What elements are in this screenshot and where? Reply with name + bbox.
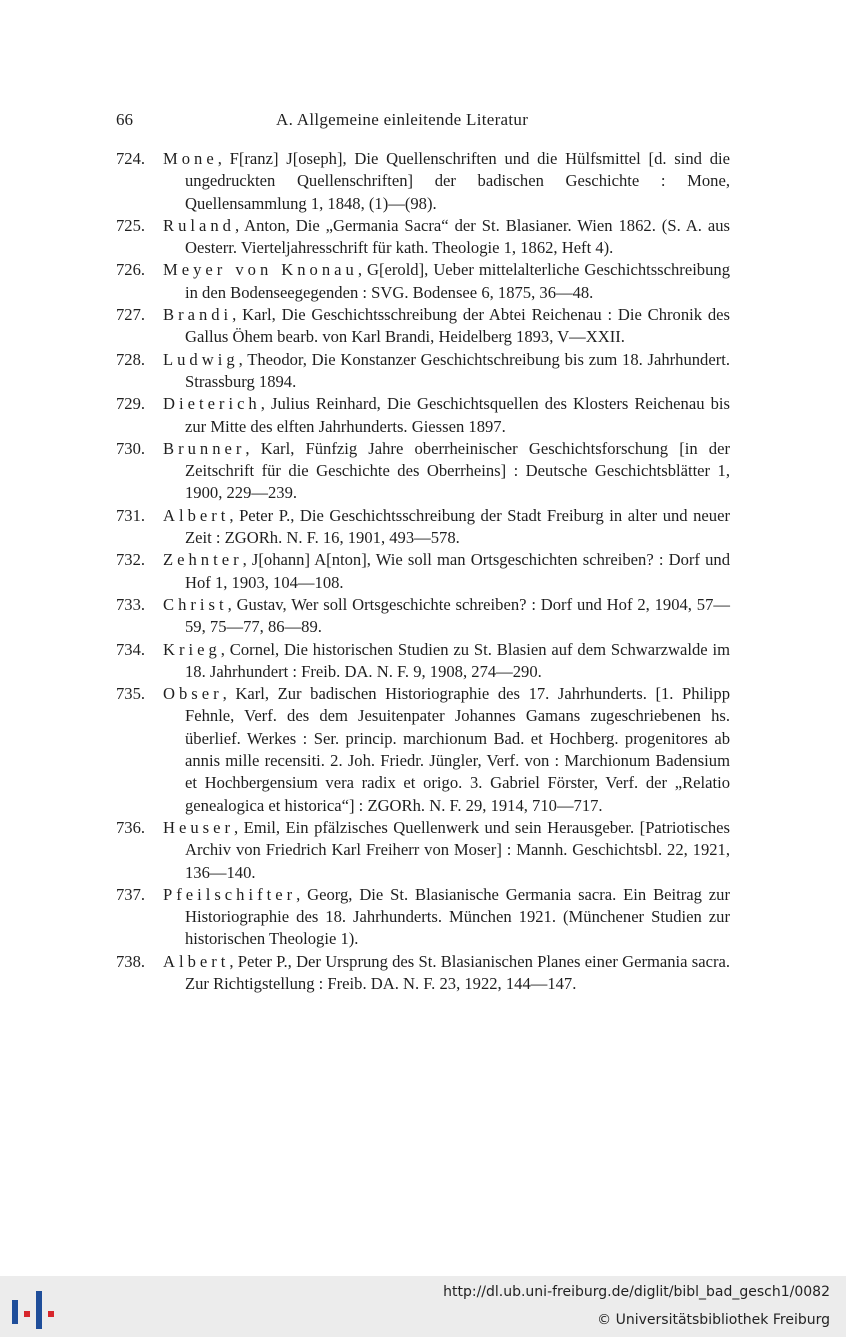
entry-text: , Gustav, Wer soll Ortsgeschichte schreiben? : Dorf und Hof 2, 1904, 57—59, 75—77, 86—89. [185, 594, 730, 637]
entry-number: 733. [116, 594, 146, 614]
logo-bar-red-right [48, 1311, 54, 1317]
entry-text: , J[ohann] A[nton], Wie soll man Ortsgeschichten schreiben? : Dorf und Hof 1, 1903, 104—108. [185, 550, 730, 592]
bibliography-entry [116, 594, 730, 639]
entry-author: Zehnter [163, 550, 243, 570]
entry-number: 726. [116, 260, 146, 280]
entry-number: 730. [116, 438, 146, 458]
entry-text: , G[erold], Ueber mittelalterliche Geschichtsschreibung in den Bodenseegegenden : SVG. Bodensee 6, 1875, 36—48. [185, 260, 730, 302]
bibliography-entry [116, 951, 730, 996]
entry-author: Heuser [163, 817, 234, 837]
entry-number: 728. [116, 349, 146, 369]
bibliography-entry [116, 259, 730, 304]
entry-number: 736. [116, 817, 146, 837]
entry-number: 725. [116, 215, 146, 235]
entry-number: 734. [116, 639, 146, 659]
bibliography-entry [116, 349, 730, 394]
entry-author: Albert [163, 505, 230, 525]
logo-bar-blue-center [36, 1291, 42, 1329]
entry-text: , Julius Reinhard, Die Geschichtsquellen des Klosters Reichenau bis zur Mitte des elften Jahrhunderts. Giessen 1897. [185, 394, 730, 436]
bibliography-entry [116, 549, 730, 594]
entry-number: 727. [116, 305, 146, 325]
source-url-link[interactable]: http://dl.ub.uni-freiburg.de/diglit/bibl_bad_gesch1/0082 [443, 1284, 830, 1300]
running-head: A. Allgemeine einleitende Literatur [276, 110, 529, 129]
bibliography-list [116, 148, 730, 995]
bibliography-entry [116, 438, 730, 505]
page-header [116, 110, 730, 134]
entry-text: , Karl, Die Geschichtsschreibung der Abtei Reichenau : Die Chronik des Gallus Öhem bearb. von Karl Brandi, Heidelberg 1893, V—XXII. [185, 305, 730, 347]
bibliography-entry [116, 215, 730, 260]
entry-number: 732. [116, 550, 146, 570]
entry-author: Dieterich [163, 394, 261, 414]
entry-number: 737. [116, 884, 146, 904]
entry-text: , Karl, Zur badischen Historiographie des 17. Jahrhunderts. [1. Philipp Fehnle, Verf. des dem Jesuitenpater Johannes Gamans zugeschriebenen hs. überlief. Werkes : Ser. princip. marchionum Bad. et Hochberg. progenitores ab annis mille recensiti. 2. Joh. Friedr. Jüngler, Verf. von : Marchionum Badensium et Hochbergensium vera radix et origo. 3. Gabriel Förster, Verf. der „Relatio genealogica et historica“] : ZGORh. N. F. 29, 1914, 710—717. [185, 684, 730, 815]
entry-author: Mone [163, 149, 218, 168]
entry-author: Christ [163, 594, 228, 614]
logo-bar-blue-left [12, 1300, 18, 1324]
entry-author: Brandi [163, 305, 233, 325]
bibliography-entry [116, 817, 730, 884]
copyright-notice: © Universitätsbibliothek Freiburg [597, 1312, 830, 1328]
entry-author: Krieg [163, 639, 221, 659]
bibliography-entry [116, 884, 730, 951]
entry-number: 738. [116, 951, 146, 971]
entry-author: Obser [163, 684, 223, 704]
entry-author: Ruland [163, 215, 235, 235]
entry-number: 724. [116, 149, 146, 168]
bibliography-entry [116, 505, 730, 550]
entry-number: 735. [116, 684, 146, 704]
entry-text: , Theodor, Die Konstanzer Geschichtschreibung bis zum 18. Jahrhundert. Strassburg 1894. [185, 349, 730, 391]
entry-author: Pfeilschifter [163, 884, 297, 904]
entry-text: , F[ranz] J[oseph], Die Quellenschriften und die Hülfsmittel [d. sind die ungedruckten Quellenschriften] der badischen Geschichte : Mone, Quellensammlung 1, 1848, (1)—(98). [185, 149, 730, 213]
entry-text: , Peter P., Der Ursprung des St. Blasianischen Planes einer Germania sacra. Zur Richtigstellung : Freib. DA. N. F. 23, 1922, 144—147. [185, 951, 730, 993]
bibliography-entry [116, 393, 730, 438]
entry-number: 731. [116, 505, 146, 525]
entry-text: , Karl, Fünfzig Jahre oberrheinischer Geschichtsforschung [in der Zeitschrift für die Geschichte des Oberrheins] : Deutsche Geschichtsblätter 1, 1900, 229—239. [185, 438, 730, 503]
entry-number: 729. [116, 394, 146, 414]
bibliography-entry [116, 683, 730, 817]
bibliography-entry [116, 148, 730, 215]
bibliography-entry [116, 639, 730, 684]
page-number: 66 [116, 110, 133, 129]
entry-author: Ludwig [163, 349, 239, 369]
entry-author: Brunner [163, 438, 246, 458]
library-logo-icon [6, 1289, 54, 1329]
entry-text: , Emil, Ein pfälzisches Quellenwerk und sein Herausgeber. [Patriotisches Archiv von Friedrich Karl Freiherr von Moser] : Mannh. Geschichtsbl. 22, 1921, 136—140. [185, 817, 730, 882]
footer-bar [0, 1276, 846, 1337]
entry-text: , Peter P., Die Geschichtsschreibung der Stadt Freiburg in alter und neuer Zeit : ZGORh. N. F. 16, 1901, 493—578. [185, 505, 730, 548]
entry-author: Albert [163, 951, 230, 971]
logo-bar-red [24, 1311, 30, 1317]
entry-author: Meyer von Knonau [163, 260, 358, 280]
entry-text: , Georg, Die St. Blasianische Germania sacra. Ein Beitrag zur Historiographie des 18. Jahrhunderts. München 1921. (Münchener Studien zur historischen Theologie 1). [185, 884, 730, 949]
entry-text: , Anton, Die „Germania Sacra“ der St. Blasianer. Wien 1862. (S. A. aus Oesterr. Vierteljahresschrift für kath. Theologie 1, 1862, Heft 4). [185, 215, 730, 258]
entry-text: , Cornel, Die historischen Studien zu St. Blasien auf dem Schwarzwalde im 18. Jahrhundert : Freib. DA. N. F. 9, 1908, 274—290. [185, 639, 730, 681]
bibliography-entry [116, 304, 730, 349]
